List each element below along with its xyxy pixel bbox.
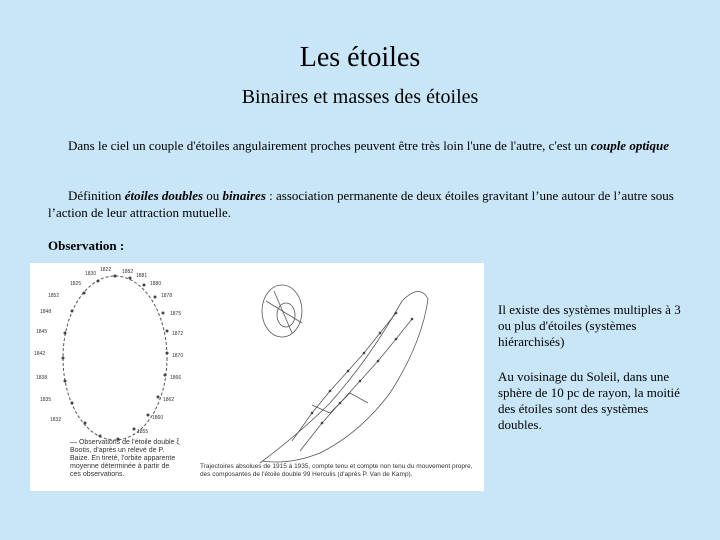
term-etoiles-doubles: étoiles doubles [124,188,204,203]
slide-title: Les étoiles [299,42,421,73]
year-label: 1838 [36,375,48,381]
couple-optique-term: couple optique [590,138,670,153]
year-label: 1860 [152,415,164,421]
herculis-caption: Trajectoires absolues de 1915 à 1935, compte tenu et compte non tenu du mouvement propre, des composantes de l'étoile double 99 Herculis (d'après P. Van de Kamp). [200,463,473,478]
year-label: 1866 [170,375,182,381]
year-label: 1882 [122,269,134,275]
observation-label: Observation : [48,238,125,253]
year-label: 1880 [150,281,162,287]
binary-orbit-figure [30,263,484,491]
year-label: 1881 [136,273,148,279]
small-orbit-diagram [262,285,302,337]
year-label: 1878 [161,293,173,299]
slide-subtitle: Binaires et masses des étoiles [241,86,479,108]
multiple-systems-note: Il existe des systèmes multiples à 3 ou plus d'étoiles (systèmes hiérarchisés) [498,302,681,349]
year-label: 1842 [34,351,46,357]
term-binaires: binaires [222,188,266,203]
year-label: 1855 [137,429,149,435]
definition-prefix: Définition [68,188,125,203]
year-label: 1835 [40,397,52,403]
year-label: 1870 [172,353,184,359]
year-label: 1852 [48,293,60,299]
definition-mid: ou [203,188,223,203]
paragraph-definition [48,187,678,221]
year-label: 1848 [40,309,52,315]
double-systems-note: Au voisinage du Soleil, dans une sphère de 10 pc de rayon, la moitié des étoiles sont des systèmes doubles. [498,369,680,432]
definition-rest: : association permanente de deux étoiles gravitant l’une autour de l’autre sous l’action de leur attraction mutuelle. [48,188,674,220]
year-label: 1862 [163,397,175,403]
year-label: 1830 [85,271,97,277]
paragraph-optical-couple [48,137,678,154]
year-label: 1875 [170,311,182,317]
paragraph1-text: Dans le ciel un couple d'étoiles angulairement proches peuvent être très loin l'une de l'autre, c'est un [68,138,591,153]
xi-bootis-caption: — Observations de l'étoile double ξ Bootis, d'après un relevé de P. Baize. En tireté, l'orbite apparente moyenne déterminée à partir de ces observations. [70,439,180,478]
year-label: 1845 [36,329,48,335]
year-label: 1872 [172,331,184,337]
year-label: 1832 [50,417,62,423]
year-labels [34,267,183,435]
year-label: 1822 [100,267,112,273]
year-label: 1825 [70,281,82,287]
